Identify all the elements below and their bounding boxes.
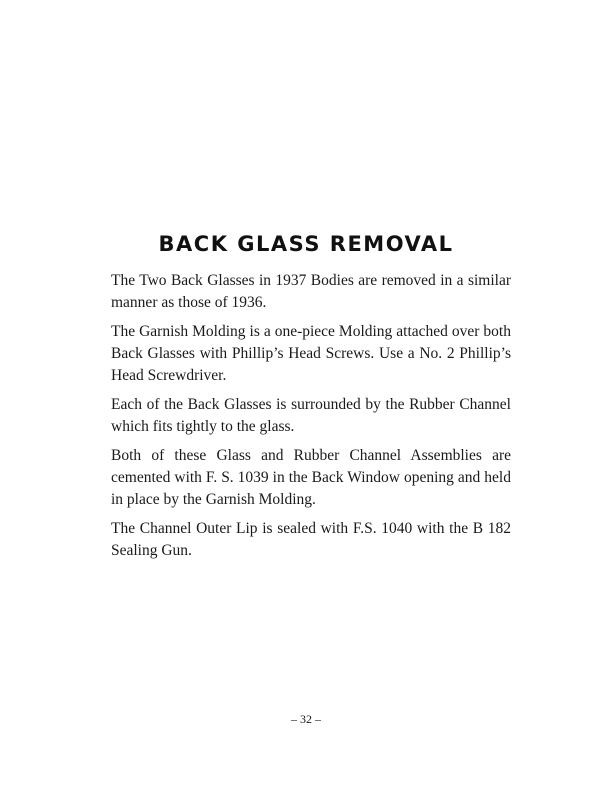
paragraph: Both of these Glass and Rubber Channel Assemblies are cemented with F. S. 1039 in the Back Window opening and held in place by the Garnish Molding. <box>111 447 511 508</box>
page-title: BACK GLASS REMOVAL <box>158 232 454 256</box>
body-text <box>111 270 511 569</box>
page-number: – 32 – <box>291 712 321 726</box>
paragraph: The Garnish Molding is a one-piece Molding attached over both Back Glasses with Phillip’s Head Screws. Use a No. 2 Phillip’s Head Screwdriver. <box>111 323 511 384</box>
paragraph: The Channel Outer Lip is sealed with F.S. 1040 with the B 182 Sealing Gun. <box>111 520 511 559</box>
paragraph: The Two Back Glasses in 1937 Bodies are removed in a similar manner as those of 1936. <box>111 272 511 311</box>
paragraph: Each of the Back Glasses is surrounded by the Rubber Channel which fits tightly to the glass. <box>111 396 511 435</box>
